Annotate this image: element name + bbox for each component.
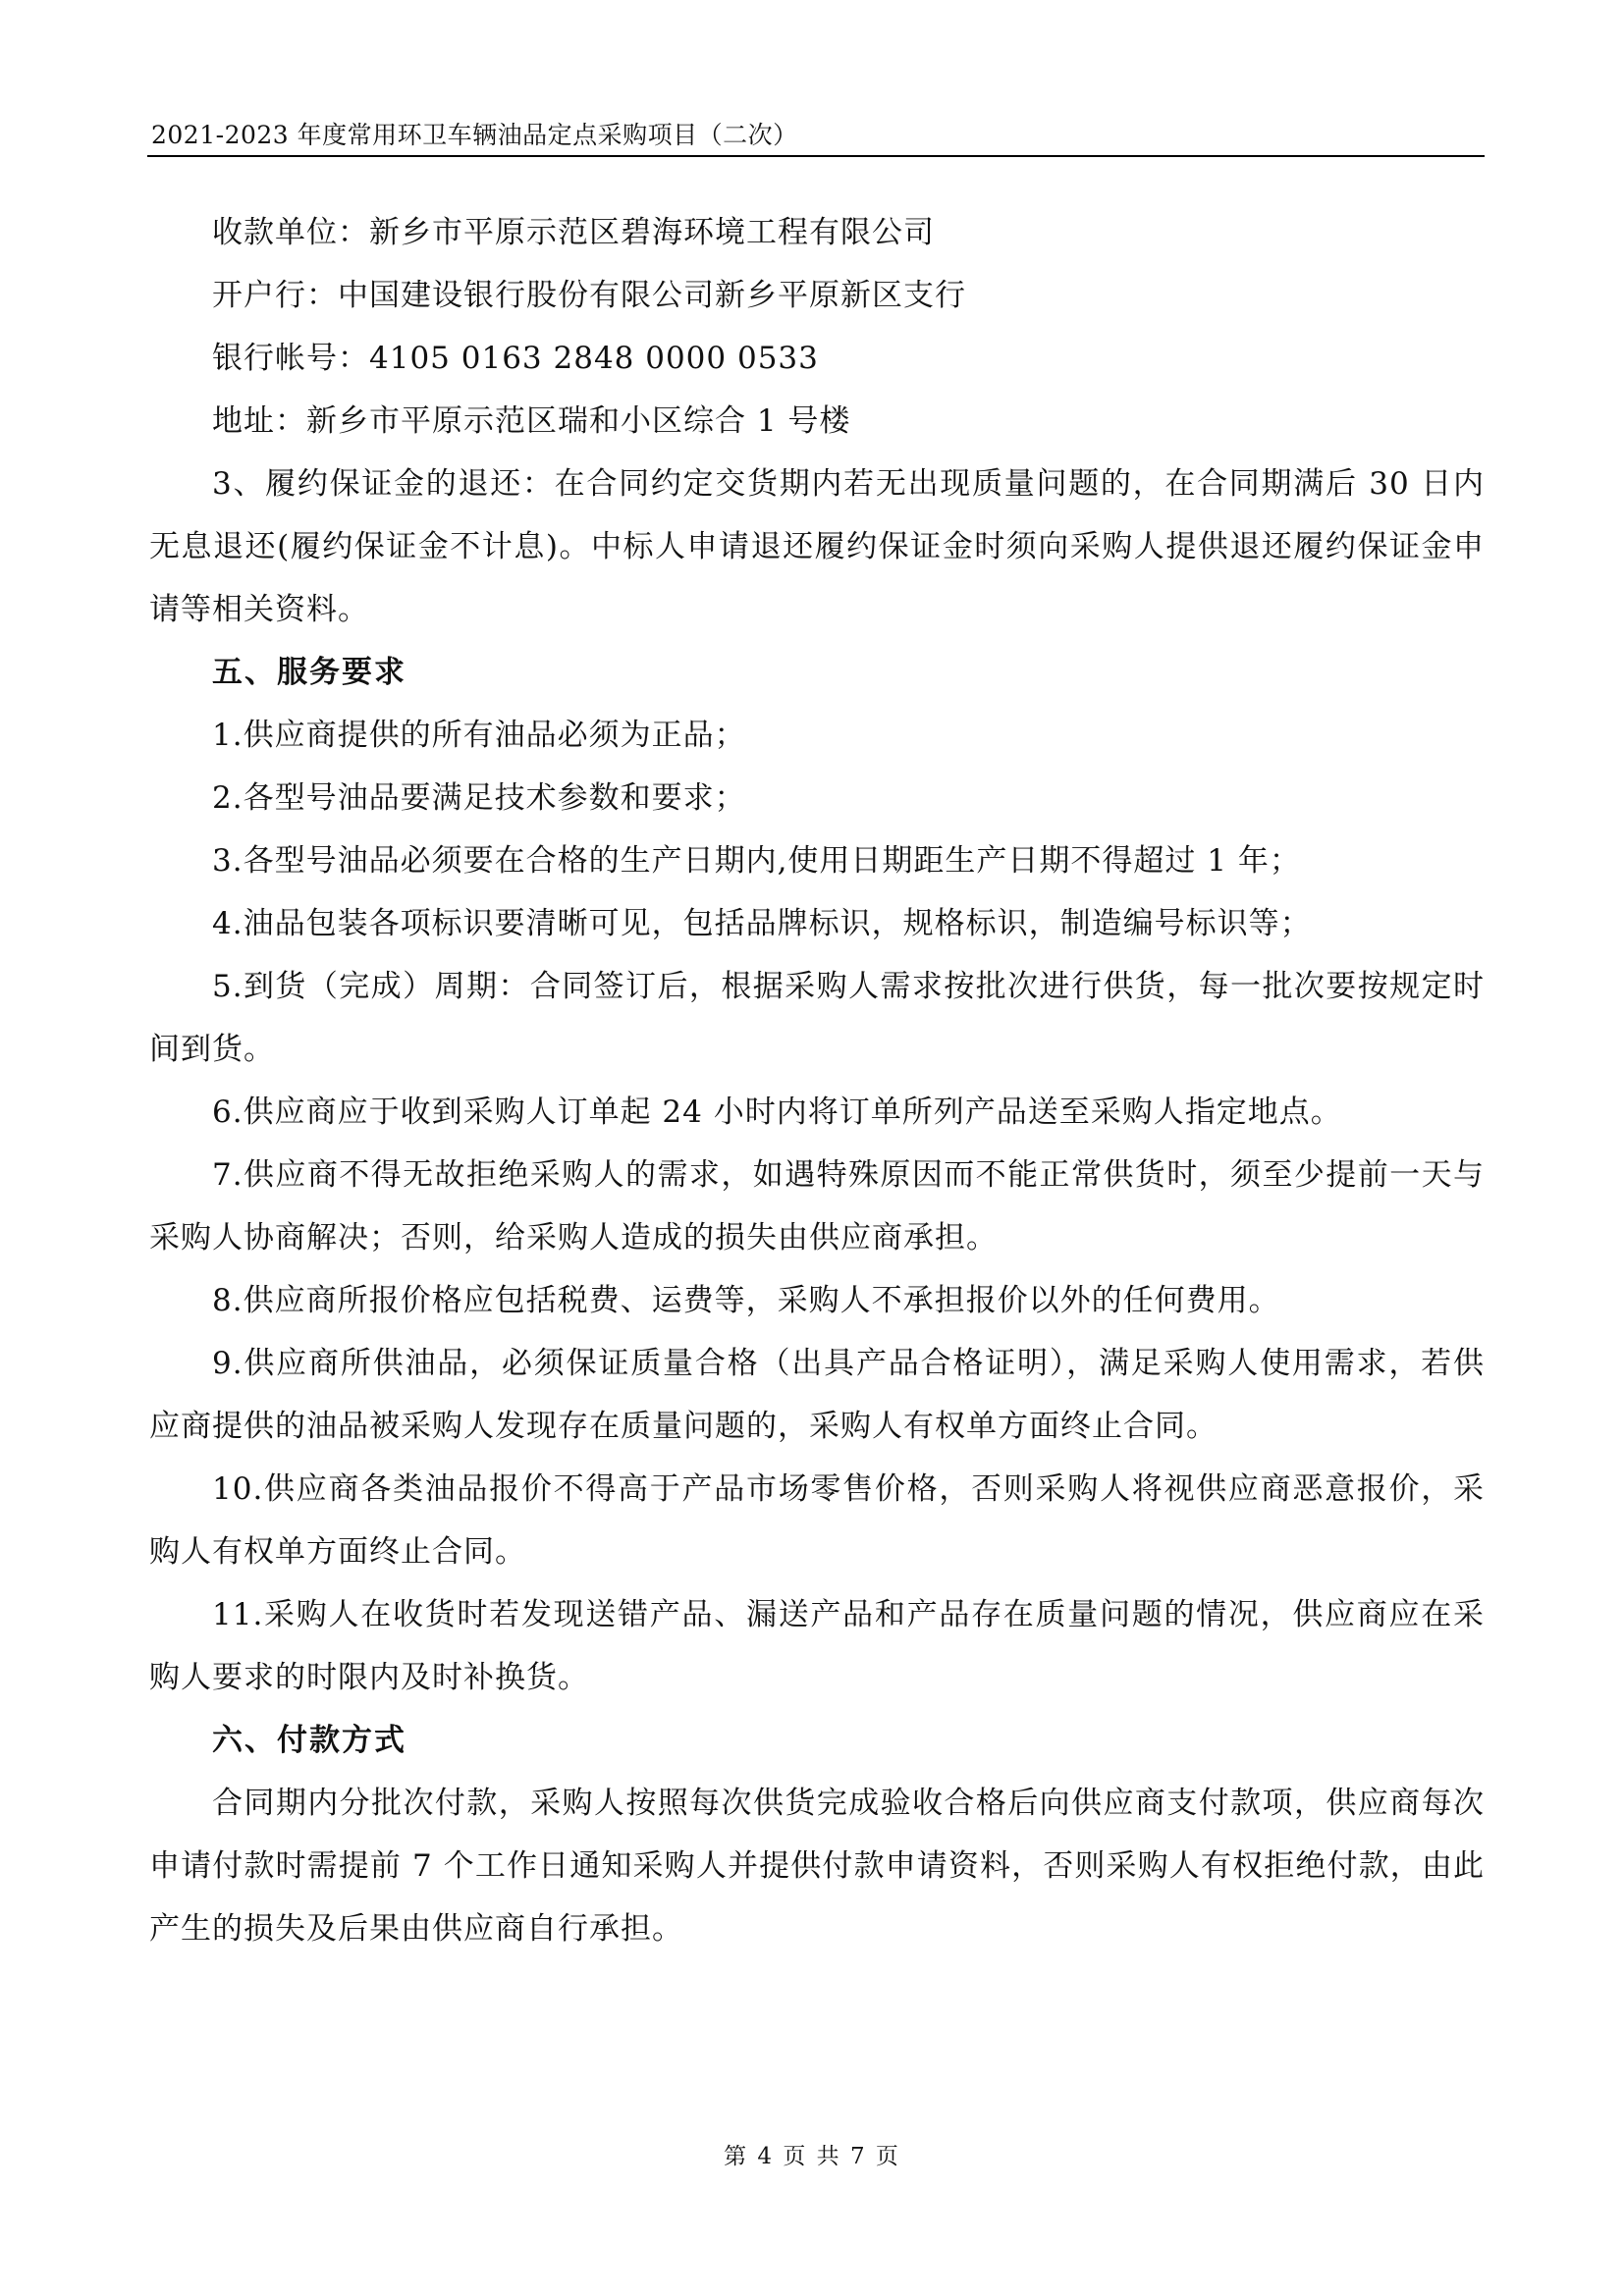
service-item: 6.供应商应于收到采购人订单起 24 小时内将订单所列产品送至采购人指定地点。 bbox=[212, 1095, 1342, 1130]
service-item: 8.供应商所报价格应包括税费、运费等，采购人不承担报价以外的任何费用。 bbox=[212, 1283, 1280, 1318]
bank-account-line: 银行帐号：4105 0163 2848 0000 0533 bbox=[212, 341, 819, 376]
payment-paragraph: 合同期内分批次付款，采购人按照每次供货完成验收合格后向供应商支付款项，供应商每次申请付款时需提前 7 个工作日通知采购人并提供付款申请资料，否则采购人有权拒绝付款，由此产生的损失及后果由供应商自行承担。 bbox=[149, 1786, 1485, 1947]
service-item: 3.各型号油品必须要在合格的生产日期内,使用日期距生产日期不得超过 1 年； bbox=[212, 843, 1301, 879]
page-number: 第 4 页 共 7 页 bbox=[724, 2144, 900, 2169]
service-heading: 五、服务要求 bbox=[212, 655, 406, 690]
service-item: 9.供应商所供油品，必须保证质量合格（出具产品合格证明），满足采购人使用需求，若供应商提供的油品被采购人发现存在质量问题的，采购人有权单方面终止合同。 bbox=[149, 1346, 1485, 1444]
bank-name-line: 开户行：中国建设银行股份有限公司新乡平原新区支行 bbox=[212, 278, 966, 313]
payment-heading: 六、付款方式 bbox=[212, 1723, 406, 1758]
service-item: 5.到货（完成）周期：合同签订后，根据采购人需求按批次进行供货，每一批次要按规定时间到货。 bbox=[149, 969, 1485, 1067]
page-header bbox=[147, 110, 1485, 157]
service-item: 1.供应商提供的所有油品必须为正品； bbox=[212, 718, 746, 753]
service-item: 7.供应商不得无故拒绝采购人的需求，如遇特殊原因而不能正常供货时，须至少提前一天与采购人协商解决；否则，给采购人造成的损失由供应商承担。 bbox=[149, 1157, 1485, 1255]
address-line: 地址：新乡市平原示范区瑞和小区综合 1 号楼 bbox=[212, 403, 851, 439]
document-body bbox=[149, 201, 1485, 1960]
payee-line: 收款单位：新乡市平原示范区碧海环境工程有限公司 bbox=[212, 215, 935, 250]
document-title: 2021-2023 年度常用环卫车辆油品定点采购项目（二次） bbox=[151, 121, 798, 149]
deposit-refund-paragraph: 3、履约保证金的退还：在合同约定交货期内若无出现质量问题的，在合同期满后 30 日内无息退还(履约保证金不计息)。中标人申请退还履约保证金时须向采购人提供退还履约保证金申请等相关资料。 bbox=[149, 466, 1485, 627]
service-item: 10.供应商各类油品报价不得高于产品市场零售价格，否则采购人将视供应商恶意报价，采购人有权单方面终止合同。 bbox=[149, 1471, 1485, 1570]
service-item: 4.油品包装各项标识要清晰可见，包括品牌标识，规格标识，制造编号标识等； bbox=[212, 906, 1312, 941]
service-item: 11.采购人在收货时若发现送错产品、漏送产品和产品存在质量问题的情况，供应商应在采购人要求的时限内及时补换货。 bbox=[149, 1597, 1485, 1695]
service-item: 2.各型号油品要满足技术参数和要求； bbox=[212, 780, 746, 816]
